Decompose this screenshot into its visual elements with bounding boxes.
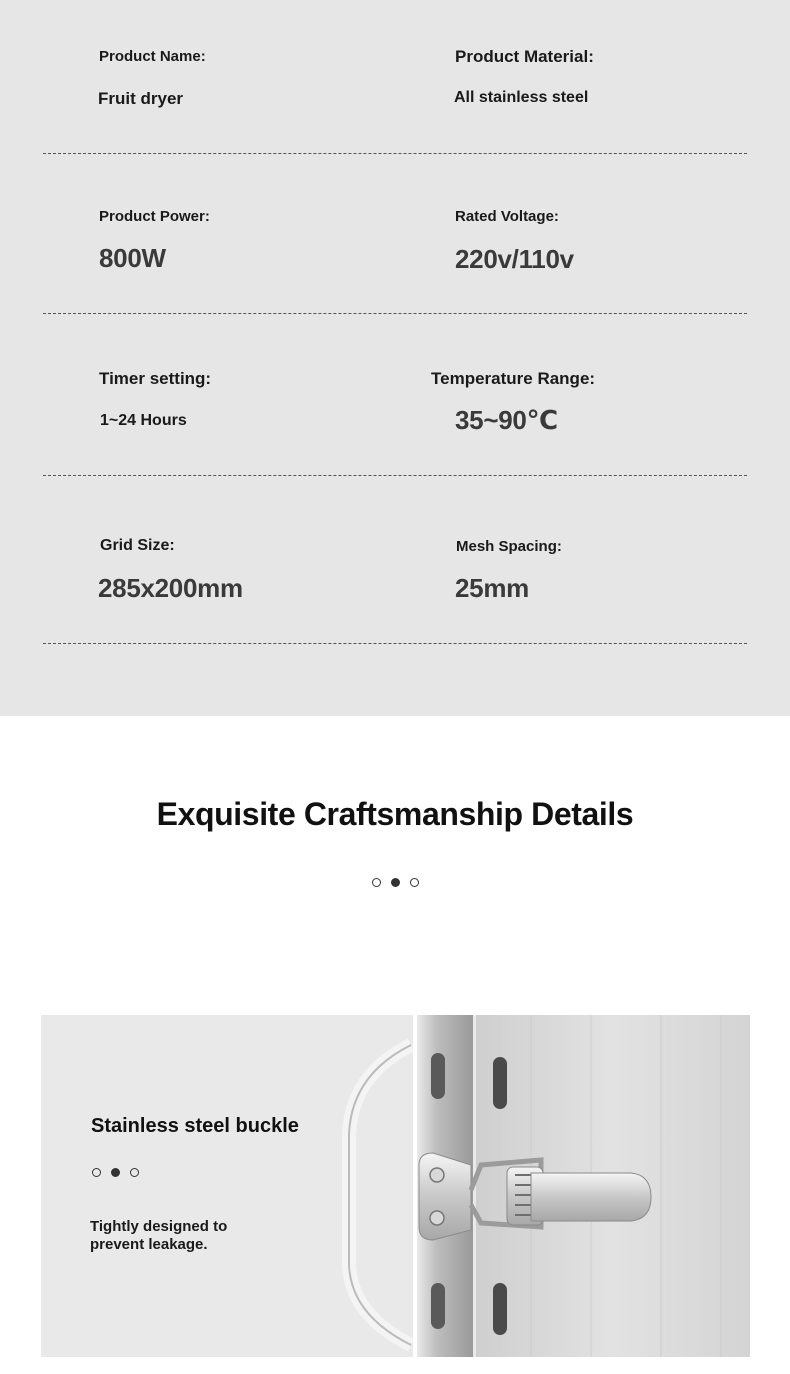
spec-value: 25mm	[455, 573, 529, 603]
spec-value: Fruit dryer	[98, 89, 184, 108]
spec-divider	[43, 643, 747, 644]
feature-card-buckle	[41, 1015, 750, 1357]
pager-dot-active[interactable]	[391, 878, 400, 887]
spec-label: Grid Size:	[100, 537, 175, 554]
pager-dot[interactable]	[410, 878, 419, 887]
buckle-photo	[331, 1015, 750, 1357]
spec-value: 1~24 Hours	[100, 412, 187, 429]
spec-value: 285x200mm	[98, 573, 243, 603]
spec-label: Product Power:	[99, 208, 210, 225]
pager-dot[interactable]	[130, 1168, 139, 1177]
spec-value: All stainless steel	[454, 89, 589, 106]
section-heading: Exquisite Craftsmanship Details	[156, 796, 634, 832]
spec-label: Product Material:	[455, 47, 594, 66]
feature-title: Stainless steel buckle	[91, 1115, 299, 1137]
feature-pager	[92, 1168, 139, 1177]
pager-dot[interactable]	[372, 878, 381, 887]
pager-dot-active[interactable]	[111, 1168, 120, 1177]
spec-divider	[43, 475, 747, 476]
pager-dot[interactable]	[92, 1168, 101, 1177]
spec-divider	[43, 153, 747, 154]
spec-label: Temperature Range:	[431, 369, 596, 388]
spec-divider	[43, 313, 747, 314]
spec-value: 800W	[99, 243, 166, 273]
spec-label: Product Name:	[99, 48, 206, 65]
spec-label: Timer setting:	[99, 369, 212, 388]
feature-description: Tightly designed to prevent leakage.	[90, 1218, 228, 1253]
section-pager	[372, 878, 419, 887]
spec-value: 35~90℃	[455, 405, 558, 435]
spec-value: 220v/110v	[455, 244, 574, 274]
spec-label: Mesh Spacing:	[456, 538, 562, 555]
spec-label: Rated Voltage:	[455, 208, 559, 225]
